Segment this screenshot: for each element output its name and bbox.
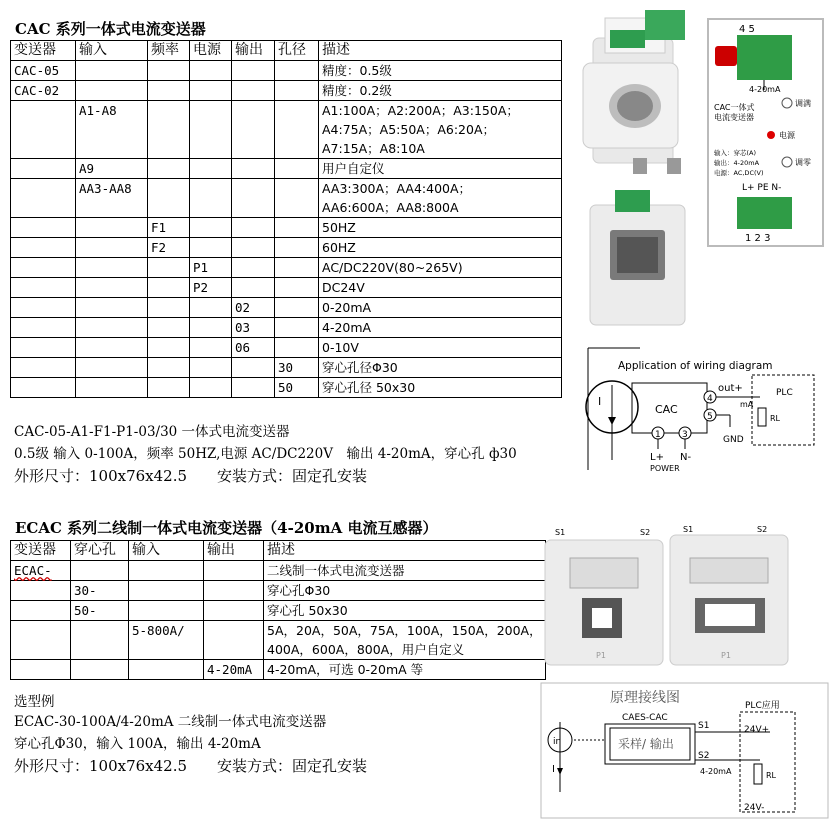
cac-row (11, 101, 562, 159)
cac-header-cell: 输出 (232, 41, 275, 61)
cac-cell (148, 61, 190, 81)
w2-title-label: 原理接线图 (610, 690, 680, 706)
cac-cell: 穿心孔径 50x30 (319, 378, 562, 398)
ecac-cell (71, 621, 129, 660)
cac-cell (232, 81, 275, 101)
cac-product-photo-1 (575, 8, 700, 178)
cac-cell (190, 101, 232, 159)
cac-cell (148, 338, 190, 358)
ecac-cell (204, 621, 264, 660)
cac-cell: AC/DC220V(80~265V) (319, 258, 562, 278)
ecac-header-cell: 输入 (129, 541, 204, 561)
cac-row (11, 61, 562, 81)
cac-cell: 4-20mA (319, 318, 562, 338)
ecac-cell: 穿心孔Φ30 (264, 581, 546, 601)
cac-cell (232, 258, 275, 278)
p-adjz-label: 调零 (795, 158, 811, 167)
w1-n4-label: 4 (707, 394, 713, 404)
ecac-cell (129, 601, 204, 621)
w2-vm-label: 24V- (744, 803, 765, 813)
w1-lp-label: L+ (650, 452, 664, 463)
ecac-selection-title: 选型例 (14, 694, 55, 710)
ecac-header-cell: 输出 (204, 541, 264, 561)
cac-cell (232, 218, 275, 238)
cac-row (11, 298, 562, 318)
cac-cell (11, 278, 76, 298)
cac-cell: A1-A8 (76, 101, 148, 159)
ecac-cell (71, 660, 129, 680)
cac-cell (148, 81, 190, 101)
ecac-cell: 穿心孔 50x30 (264, 601, 546, 621)
w1-gnd-label: GND (723, 435, 744, 445)
cac-cell: 03 (232, 318, 275, 338)
cac-title: CAC 系列一体式电流变送器 (15, 20, 206, 38)
w2-model-label: CAES-CAC (622, 713, 668, 723)
w2-s1-label: S1 (698, 721, 710, 731)
cac-example-line2: 0.5级 输入 0-100A，频率 50HZ,电源 AC/DC220V 输出 4-20mA，穿心孔 ф30 (14, 446, 517, 462)
ecac-header-row (11, 541, 546, 561)
p-adjf-label: 调满 (795, 99, 811, 108)
cac-cell (76, 378, 148, 398)
cac-cell: 穿心孔径Φ30 (319, 358, 562, 378)
cac-cell: F1 (148, 218, 190, 238)
cac-cell: F2 (148, 238, 190, 258)
cac-cell (76, 258, 148, 278)
cac-cell (11, 258, 76, 278)
cac-cell: 50HZ (319, 218, 562, 238)
ph-s2a-label: S2 (640, 528, 651, 537)
cac-cell (76, 338, 148, 358)
cac-cell (148, 358, 190, 378)
w2-i-label: I (552, 764, 555, 775)
w2-ma-label: 4-20mA (700, 767, 732, 776)
ecac-cell (11, 601, 71, 621)
ph-s1b-label: S1 (683, 525, 694, 534)
cac-cell: CAC-05 (11, 61, 76, 81)
cac-cell: 精度：0.5级 (319, 61, 562, 81)
cac-cell (76, 238, 148, 258)
ecac-spec-table (10, 540, 546, 680)
ecac-cell (11, 581, 71, 601)
cac-cell (148, 298, 190, 318)
ecac-selection-line1: ECAC-30-100A/4-20mA 二线制一体式电流变送器 (14, 714, 327, 730)
cac-cell (275, 238, 319, 258)
cac-header-cell: 电源 (190, 41, 232, 61)
w2-vp-label: 24V+ (744, 725, 770, 735)
cac-cell: 02 (232, 298, 275, 318)
cac-front-panel-diagram (707, 18, 824, 247)
cac-row (11, 338, 562, 358)
cac-cell (232, 61, 275, 81)
cac-example-line1: CAC-05-A1-F1-P1-03/30 一体式电流变送器 (14, 424, 290, 440)
ecac-row (11, 621, 546, 660)
cac-cell (11, 298, 76, 318)
p-bn-label: 1 2 3 (745, 233, 771, 244)
ecac-cell (11, 660, 71, 680)
w1-n1-label: 1 (655, 430, 661, 440)
cac-cell (275, 179, 319, 218)
p-s1-label: 输入：穿芯(A) (714, 149, 757, 157)
ph-s2b-label: S2 (757, 525, 768, 534)
cac-cell (148, 378, 190, 398)
cac-row (11, 378, 562, 398)
ecac-header-cell: 描述 (264, 541, 546, 561)
cac-cell (232, 278, 275, 298)
ecac-row (11, 601, 546, 621)
cac-cell (275, 101, 319, 159)
w2-in-label: in (553, 737, 562, 747)
cac-cell (11, 318, 76, 338)
w1-pw-label: POWER (650, 464, 680, 473)
ecac-product-photo-50 (665, 520, 795, 670)
w2-rl-label: RL (766, 771, 777, 780)
p-s2-label: 输出：4-20mA (714, 159, 760, 167)
p-bt-label: L+ PE N- (742, 183, 782, 193)
cac-cell (76, 218, 148, 238)
cac-cell (232, 378, 275, 398)
ph-p1a-label: P1 (596, 651, 606, 660)
cac-cell: AA3:300A；AA4:400A； AA6:600A；AA8:800A (319, 179, 562, 218)
cac-cell (76, 81, 148, 101)
cac-cell (275, 338, 319, 358)
ecac-cell: 50- (71, 601, 129, 621)
ecac-product-photo-30 (540, 520, 670, 670)
cac-cell: 30 (275, 358, 319, 378)
ecac-cell (11, 621, 71, 660)
cac-cell (275, 218, 319, 238)
cac-header-cell: 孔径 (275, 41, 319, 61)
ecac-cell (129, 561, 204, 581)
cac-cell: CAC-02 (11, 81, 76, 101)
cac-row (11, 358, 562, 378)
cac-cell (76, 278, 148, 298)
cac-dimensions: 外形尺寸：100x76x42.5 安装方式：固定孔安装 (14, 467, 368, 485)
ecac-cell (204, 561, 264, 581)
ecac-row (11, 561, 546, 581)
cac-spec-table (10, 40, 562, 398)
ecac-dimensions: 外形尺寸：100x76x42.5 安装方式：固定孔安装 (14, 757, 368, 775)
cac-cell: AA3-AA8 (76, 179, 148, 218)
cac-cell: 0-20mA (319, 298, 562, 318)
cac-cell: 60HZ (319, 238, 562, 258)
cac-row (11, 81, 562, 101)
cac-cell (190, 238, 232, 258)
cac-cell (11, 159, 76, 179)
ecac-cell: ECAC- (11, 561, 71, 581)
p-s3-label: 电源：AC,DC(V) (714, 169, 764, 177)
cac-row (11, 218, 562, 238)
w1-n3-label: 3 (682, 430, 688, 440)
cac-cell (275, 318, 319, 338)
ecac-cell: 4-20mA (204, 660, 264, 680)
cac-cell (275, 159, 319, 179)
cac-row (11, 238, 562, 258)
cac-cell (275, 298, 319, 318)
ecac-cell (204, 581, 264, 601)
ecac-cell (129, 581, 204, 601)
cac-cell (190, 61, 232, 81)
w1-rl-label: RL (770, 414, 781, 423)
p-out-label: 4-20mA (749, 85, 781, 94)
w1-nm-label: N- (680, 452, 692, 463)
cac-cell: DC24V (319, 278, 562, 298)
cac-cell (190, 378, 232, 398)
ecac-wiring-diagram (540, 682, 830, 820)
p-n1-label: CAC一体式 (714, 103, 755, 112)
ecac-cell (204, 601, 264, 621)
cac-cell (11, 338, 76, 358)
ph-p1b-label: P1 (721, 651, 731, 660)
cac-cell (11, 179, 76, 218)
ecac-cell: 5-800A/ (129, 621, 204, 660)
cac-cell (232, 101, 275, 159)
cac-cell (190, 159, 232, 179)
cac-cell: A1:100A；A2:200A；A3:150A； A4:75A；A5:50A；A6:20A； A7:15A；A8:10A (319, 101, 562, 159)
cac-cell (190, 338, 232, 358)
w1-title-label: Application of wiring diagram (618, 360, 773, 372)
cac-header-cell: 输入 (76, 41, 148, 61)
p-pow-label: 电源 (779, 131, 795, 140)
ecac-cell (129, 660, 204, 680)
cac-cell (190, 358, 232, 378)
cac-cell (190, 81, 232, 101)
cac-cell: 0-10V (319, 338, 562, 358)
cac-row (11, 179, 562, 218)
cac-cell (11, 218, 76, 238)
cac-header-cell: 描述 (319, 41, 562, 61)
cac-header-row (11, 41, 562, 61)
cac-cell (190, 298, 232, 318)
w2-samp-label: 采样/ 输出 (618, 737, 674, 751)
cac-cell (148, 159, 190, 179)
p-top-label: 4 5 (739, 24, 755, 35)
cac-cell (190, 179, 232, 218)
cac-header-cell: 变送器 (11, 41, 76, 61)
ecac-cell: 5A，20A，50A，75A，100A，150A，200A， 400A，600A，800A，用户自定义 (264, 621, 546, 660)
ecac-header-cell: 穿心孔 (71, 541, 129, 561)
ecac-row (11, 660, 546, 680)
cac-cell (11, 238, 76, 258)
cac-cell (190, 218, 232, 238)
cac-row (11, 318, 562, 338)
ecac-cell: 4-20mA，可选 0-20mA 等 (264, 660, 546, 680)
ph-s1a-label: S1 (555, 528, 566, 537)
cac-header-cell: 频率 (148, 41, 190, 61)
w1-n5-label: 5 (707, 412, 713, 422)
cac-cell: A9 (76, 159, 148, 179)
ecac-cell: 30- (71, 581, 129, 601)
cac-cell (11, 358, 76, 378)
w1-plc-label: PLC (776, 388, 793, 398)
cac-row (11, 278, 562, 298)
cac-cell (76, 61, 148, 81)
cac-cell: 精度：0.2级 (319, 81, 562, 101)
cac-row (11, 258, 562, 278)
cac-row (11, 159, 562, 179)
cac-cell (232, 358, 275, 378)
w1-ma-label: mA (740, 400, 754, 409)
cac-cell (232, 238, 275, 258)
cac-cell (275, 61, 319, 81)
cac-cell: 50 (275, 378, 319, 398)
cac-cell (275, 258, 319, 278)
w1-dev-label: CAC (655, 403, 678, 416)
cac-cell (76, 298, 148, 318)
cac-cell (190, 318, 232, 338)
w2-plc-label: PLC应用 (745, 701, 780, 711)
cac-cell (11, 378, 76, 398)
cac-cell (148, 278, 190, 298)
cac-cell (275, 81, 319, 101)
w2-s2-label: S2 (698, 751, 710, 761)
ecac-row (11, 581, 546, 601)
cac-cell (148, 101, 190, 159)
cac-cell: P2 (190, 278, 232, 298)
ecac-title: ECAC 系列二线制一体式电流变送器（4-20mA 电流互感器） (15, 519, 438, 537)
cac-cell (148, 179, 190, 218)
cac-cell: 06 (232, 338, 275, 358)
ecac-cell (71, 561, 129, 581)
cac-product-photo-2 (575, 185, 700, 335)
ecac-cell: 二线制一体式电流变送器 (264, 561, 546, 581)
cac-cell (148, 258, 190, 278)
cac-cell: P1 (190, 258, 232, 278)
cac-cell (76, 358, 148, 378)
p-n2-label: 电流变送器 (714, 113, 754, 122)
ecac-selection-line2: 穿心孔Φ30，输入 100A，输出 4-20mA (14, 736, 261, 752)
w1-op-label: out+ (718, 383, 743, 394)
ecac-header-cell: 变送器 (11, 541, 71, 561)
cac-cell (275, 278, 319, 298)
w1-i-label: I (598, 395, 602, 408)
cac-cell (232, 179, 275, 218)
cac-cell: 用户自定仪 (319, 159, 562, 179)
cac-cell (76, 318, 148, 338)
cac-cell (148, 318, 190, 338)
cac-wiring-diagram (580, 345, 830, 475)
cac-cell (11, 101, 76, 159)
cac-cell (232, 159, 275, 179)
